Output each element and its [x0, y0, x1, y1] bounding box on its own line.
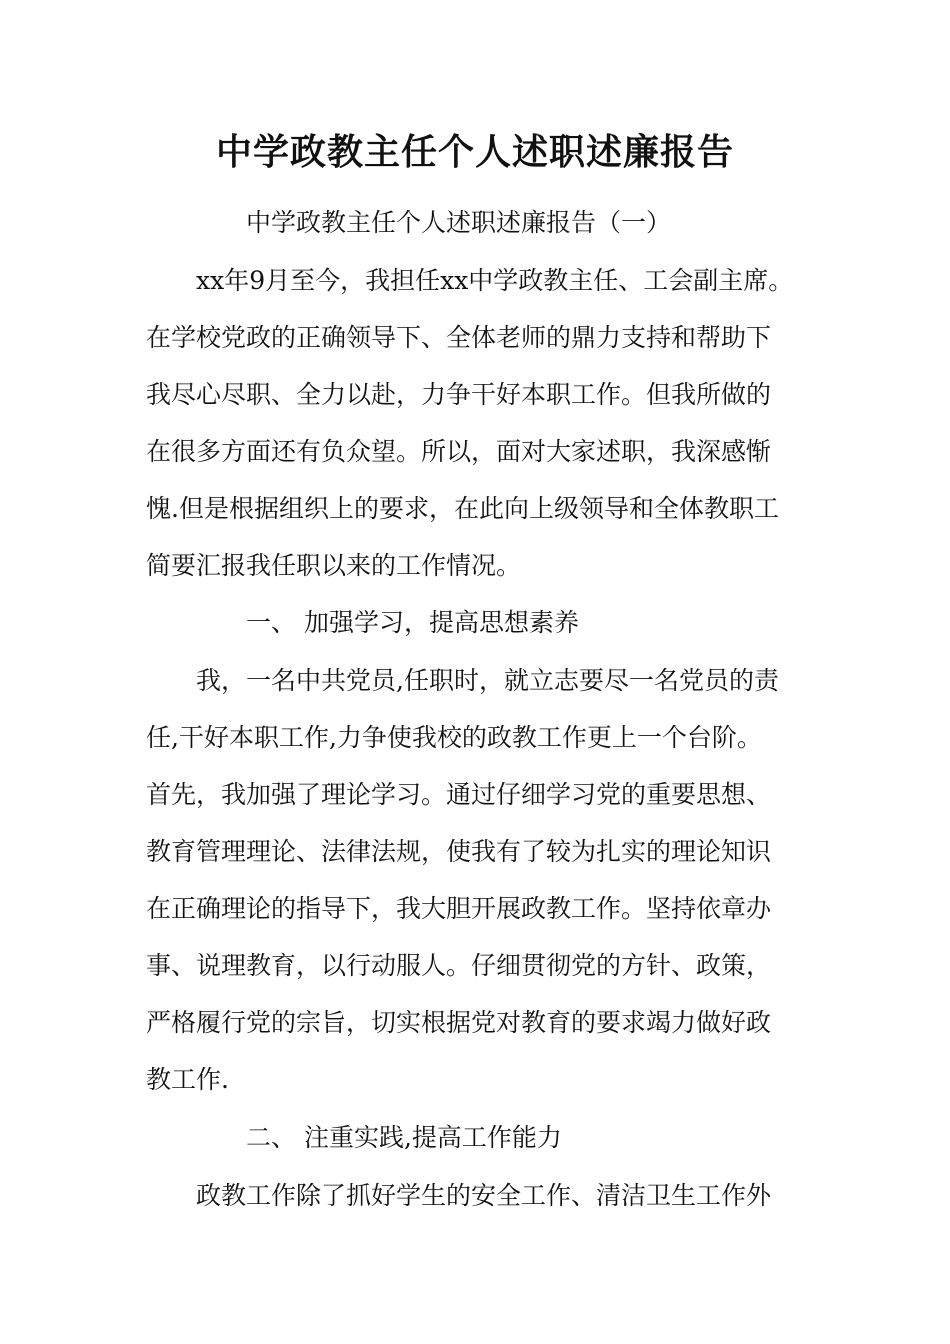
section-heading: 二、 注重实践,提高工作能力 — [246, 1123, 562, 1152]
paragraph-line: 在很多方面还有负众望。所以，面对大家述职，我深感惭 — [146, 437, 772, 466]
paragraph-line: 简要汇报我任职以来的工作情况。 — [146, 551, 522, 580]
document-title: 中学政教主任个人述职述廉报告 — [215, 131, 734, 173]
paragraph-line: 我尽心尽职、全力以赴，力争干好本职工作。但我所做的 — [146, 380, 772, 409]
paragraph-line: xx年9月至今，我担任xx中学政教主任、工会副主席。 — [196, 266, 794, 295]
paragraph-line: 事、说理教育，以行动服人。仔细贯彻党的方针、政策， — [146, 951, 772, 980]
section-heading: 一、 加强学习，提高思想素养 — [246, 608, 579, 637]
paragraph-line: 教育管理理论、法律法规，使我有了较为扎实的理论知识 — [146, 837, 772, 866]
paragraph-line: 任,干好本职工作,力争使我校的政教工作更上一个台阶。 — [146, 723, 762, 752]
paragraph-line: 首先，我加强了理论学习。通过仔细学习党的重要思想、 — [146, 780, 772, 809]
paragraph-line: 愧.但是根据组织上的要求，在此向上级领导和全体教职工 — [146, 494, 779, 523]
document-subtitle: 中学政教主任个人述职述廉报告（一） — [246, 208, 672, 237]
paragraph-line: 严格履行党的宗旨，切实根据党对教育的要求竭力做好政 — [146, 1008, 772, 1037]
paragraph-line: 在学校党政的正确领导下、全体老师的鼎力支持和帮助下 — [146, 323, 772, 352]
paragraph-line: 在正确理论的指导下，我大胆开展政教工作。坚持依章办 — [146, 894, 772, 923]
paragraph-line: 教工作. — [146, 1065, 229, 1094]
paragraph-line: 我，一名中共党员,任职时，就立志要尽一名党员的责 — [196, 666, 779, 695]
paragraph-line: 政教工作除了抓好学生的安全工作、清洁卫生工作外 — [196, 1181, 772, 1210]
